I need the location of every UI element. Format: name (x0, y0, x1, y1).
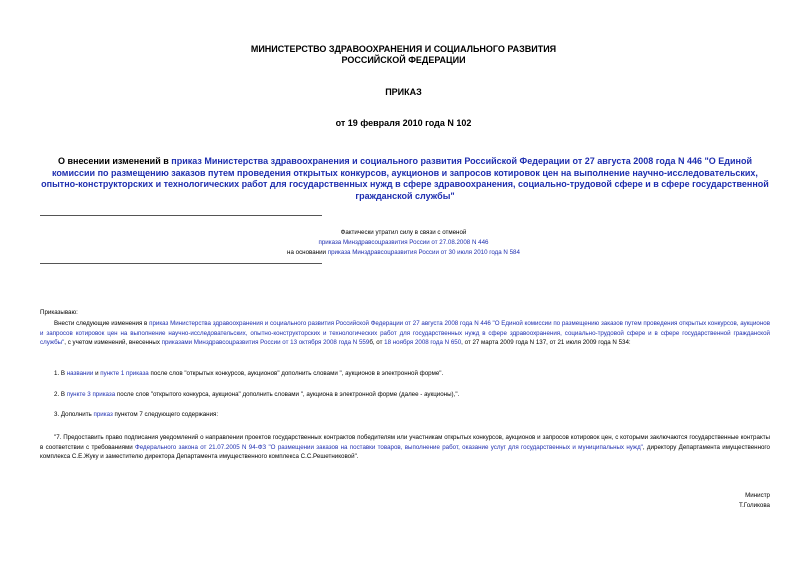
item1-text-c: после слов "открытых конкурсов, аукционов" дополнить словами ", аукционов в электронной форме". (148, 370, 444, 377)
quote-text-a: "7. Предоставить право подписания уведомлений о направлении проектов государственных контрактов победителям или участникам открытых конкурсов, аукционов и запросов котировок цен, с которыми заключаются государственные контракты в соответствии с требованиями (40, 434, 770, 451)
signature-name: Т.Голикова (739, 502, 770, 509)
ministry-line-1: МИНИСТЕРСТВО ЗДРАВООХРАНЕНИЯ И СОЦИАЛЬНОГО РАЗВИТИЯ (250, 44, 557, 54)
divider-top (40, 215, 322, 216)
item2-link-clause-3[interactable]: пункте 3 приказа (66, 391, 116, 398)
status-note (0, 228, 807, 258)
item3-link-order[interactable]: приказ (93, 411, 113, 418)
item2-text-b: после слов "открытого конкурса, аукциона" дополнить словами ", аукциона в электронной форме (далее - аукционы),". (115, 391, 460, 398)
item1-link-title[interactable]: названии (66, 370, 94, 377)
p1-link-order-650[interactable]: 18 ноября 2008 года N 650 (384, 339, 462, 346)
quoted-clause-7 (40, 433, 770, 462)
item1-text-b: и (93, 370, 101, 377)
p1-text-c: б, от (369, 339, 385, 346)
status-note-link-order-446[interactable]: приказа Минздравсоцразвития России от 27.08.2008 N 446 (318, 239, 489, 246)
status-note-link-order-584[interactable]: приказа Минздравсоцразвития России от 30 июля 2010 года N 584 (327, 249, 520, 256)
title-prefix: О внесении изменений в (57, 156, 172, 166)
paragraph-main (40, 319, 770, 348)
signature-position: Министр (745, 492, 770, 499)
p1-text-d: , от 27 марта 2009 года N 137, от 21 июля 2009 года N 534: (461, 339, 631, 346)
quote-link-federal-law-94[interactable]: Федерального закона от 21.07.2005 N 94-ФЗ "О размещении заказов на поставки товаров, выполнение работ, оказание услуг для государственных и муниципальных нужд" (135, 443, 643, 451)
document-type: ПРИКАЗ (385, 87, 422, 97)
document-date: от 19 февраля 2010 года N 102 (335, 118, 472, 128)
status-note-prefix: на основании (287, 249, 328, 256)
quote-text-b: , директору Департамента имущественного комплекса С.Е.Жуку и заместителю директора Департамента имущественного комплекса С.С.Решетниковой". (40, 443, 770, 460)
p1-text-a: Внести следующие изменения в (54, 320, 150, 327)
item1-link-clause-1[interactable]: пункте 1 приказа (100, 370, 149, 377)
item2-text-a: 2. В (54, 391, 67, 398)
ministry-heading (0, 44, 807, 66)
intro-text: Приказываю: (40, 309, 78, 316)
divider-bottom (40, 263, 322, 264)
item3-text-b: пунктом 7 следующего содержания: (112, 411, 219, 418)
item3-text-a: 3. Дополнить (54, 411, 94, 418)
list-item-1 (54, 369, 443, 379)
p1-link-order-446[interactable]: приказ Министерства здравоохранения и социального развития Российской Федерации от 27 августа 2008 года N 446 "О Единой комиссии по размещению заказов путем проведения открытых конкурсов, аукционов и запросов котировок цен на выполнение научно-исследовательских, опытно-конструкторских и технологических работ для государственных нужд в сфере здравоохранения, социально-трудовой сфере и в сфере государственной гражданской службы" (40, 320, 770, 346)
item1-text-a: 1. В (54, 370, 67, 377)
title-link-order-446[interactable]: приказ Министерства здравоохранения и социального развития Российской Федерации от 27 августа 2008 года N 446 "О Единой комиссии по размещению заказов путем проведения открытых конкурсов, аукционов и запросов котировок цен на выполнение научно-исследовательских, опытно-конструкторских и технологических работ для государственных нужд в сфере здравоохранения, социально-трудовой сфере и в сфере государственной гражданской службы" (41, 156, 769, 201)
list-item-3 (54, 410, 218, 420)
ministry-line-2: РОССИЙСКОЙ ФЕДЕРАЦИИ (341, 55, 466, 65)
p1-link-orders-559[interactable]: приказами Минздравсоцразвития России от 13 октября 2008 года N 559 (161, 339, 370, 346)
p1-text-b: , с учетом изменений, внесенных (64, 339, 162, 346)
list-item-2 (54, 390, 459, 400)
status-note-line-1: Фактически утратил силу в связи с отменой (340, 229, 467, 236)
document-title (40, 156, 770, 202)
signature-block (739, 491, 770, 511)
